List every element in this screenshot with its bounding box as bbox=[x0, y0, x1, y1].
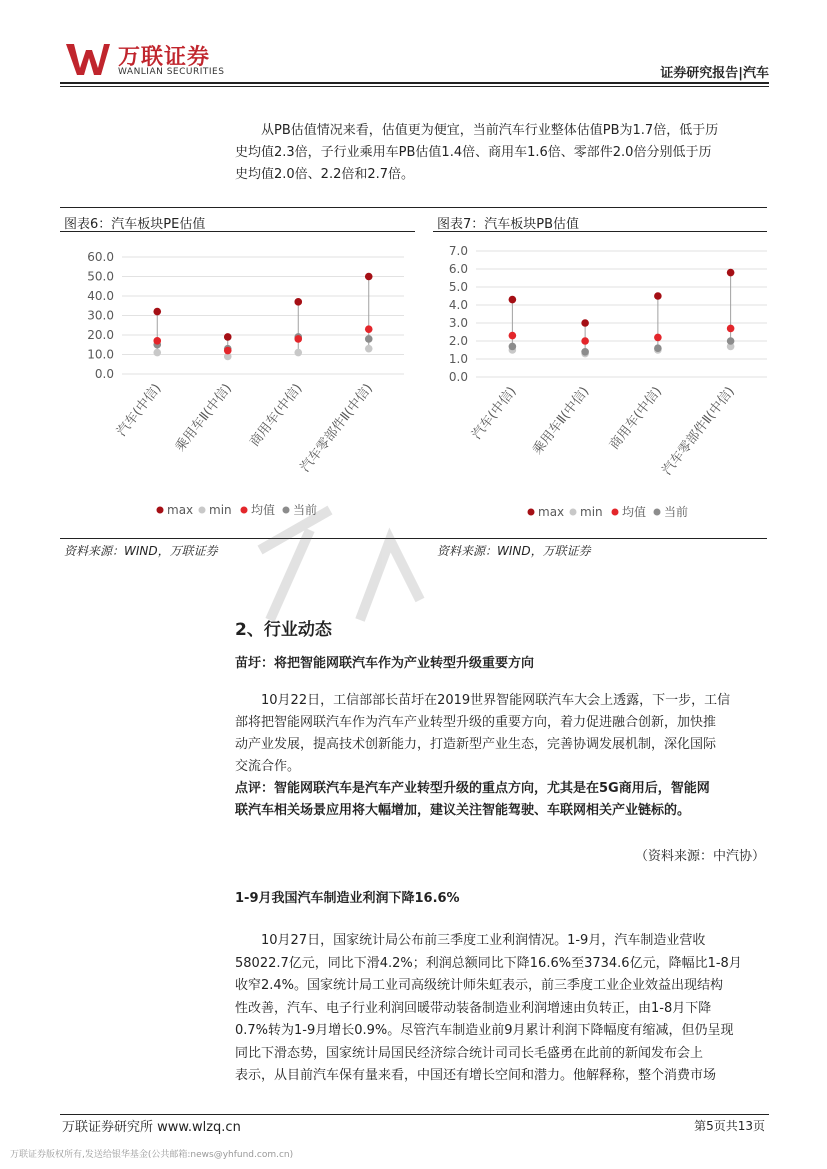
figure-6-source: 资料来源：WIND，万联证券 bbox=[64, 544, 218, 558]
y-tick-label: 40.0 bbox=[87, 289, 114, 303]
legend-marker bbox=[654, 509, 661, 516]
x-category-label: 汽车(中信) bbox=[469, 384, 520, 443]
y-tick-label: 60.0 bbox=[87, 250, 114, 264]
intro-line-3: 史均值2.0倍、2.2倍和2.7倍。 bbox=[235, 167, 415, 182]
point-max bbox=[654, 292, 662, 300]
point-min bbox=[294, 349, 302, 357]
point-均值 bbox=[153, 337, 161, 345]
figure-7-source: 资料来源：WIND，万联证券 bbox=[437, 544, 591, 558]
figure-6-title-rule bbox=[60, 231, 415, 232]
logo-english-name: WANLIAN SECURITIES bbox=[118, 67, 225, 77]
news-1-line-2: 部将把智能网联汽车作为汽车产业转型升级的重要方向，着力促进融合创新，加快推 bbox=[235, 715, 717, 730]
legend-marker bbox=[612, 509, 619, 516]
point-max bbox=[294, 298, 302, 306]
y-tick-label: 30.0 bbox=[87, 308, 114, 323]
section-title: 2、行业动态 bbox=[235, 620, 332, 640]
news-2-line-2: 58022.7亿元，同比下滑4.2%；利润总额同比下降16.6%至3734.6亿元，降幅比1-8月 bbox=[235, 955, 742, 971]
y-tick-label: 2.0 bbox=[448, 334, 468, 348]
news-1-comment-line-1: 点评：智能网联汽车是汽车产业转型升级的重点方向，尤其是在5G商用后，智能网 bbox=[235, 781, 710, 796]
figure-7-title: 图表7：汽车板块PB估值 bbox=[437, 217, 580, 232]
point-均值 bbox=[581, 337, 589, 345]
legend-marker bbox=[199, 507, 206, 514]
point-均值 bbox=[224, 347, 232, 355]
legend-label: min bbox=[580, 505, 603, 519]
news-1-line-4: 交流合作。 bbox=[235, 759, 301, 774]
intro-paragraph bbox=[235, 120, 775, 186]
header-rule bbox=[60, 82, 769, 84]
point-当前 bbox=[581, 348, 589, 356]
point-均值 bbox=[727, 325, 735, 333]
point-当前 bbox=[727, 337, 735, 345]
point-当前 bbox=[365, 335, 373, 343]
point-max bbox=[153, 308, 161, 316]
copyright-notice: 万联证券版权所有,发送给银华基金(公共邮箱:news@yhfund.com.cn) bbox=[10, 1150, 294, 1160]
y-tick-label: 20.0 bbox=[87, 328, 114, 342]
legend-marker bbox=[241, 507, 248, 514]
x-category-label: 汽车(中信) bbox=[114, 381, 165, 440]
point-max bbox=[365, 273, 373, 281]
news-2-line-5: 0.7%转为1-9月增长0.9%。尽管汽车制造业前9月累计利润下降幅度有缩减，但仍呈现 bbox=[235, 1023, 734, 1038]
x-category-label: 商用车(中信) bbox=[606, 384, 666, 453]
point-max bbox=[727, 269, 735, 277]
news-2-line-1: 10月27日，国家统计局公布前三季度工业利润情况。1-9月，汽车制造业营收 bbox=[261, 933, 706, 948]
news-2-title: 1-9月我国汽车制造业利润下降16.6% bbox=[235, 891, 460, 906]
y-tick-label: 10.0 bbox=[87, 347, 114, 362]
legend-label: 当前 bbox=[293, 503, 318, 517]
legend-marker bbox=[528, 509, 535, 516]
x-category-label: 乘用车Ⅱ(中信) bbox=[172, 381, 235, 455]
point-均值 bbox=[509, 332, 517, 340]
point-max bbox=[509, 296, 517, 304]
point-当前 bbox=[654, 344, 662, 352]
legend-marker bbox=[157, 507, 164, 514]
intro-line-2: 史均值2.3倍，子行业乘用车PB估值1.4倍、商用车1.6倍、零部件2.0倍分别低于历 bbox=[235, 145, 712, 160]
news-1-line-1: 10月22日，工信部部长苗圩在2019世界智能网联汽车大会上透露，下一步，工信 bbox=[261, 693, 731, 708]
point-max bbox=[581, 319, 589, 327]
news-2-line-7: 表示，从目前汽车保有量来看，中国还有增长空间和潜力。他解释称，整个消费市场 bbox=[235, 1068, 717, 1083]
figure-6-title: 图表6：汽车板块PE估值 bbox=[64, 217, 206, 232]
y-tick-label: 7.0 bbox=[448, 244, 468, 258]
point-max bbox=[224, 333, 232, 341]
legend-marker bbox=[570, 509, 577, 516]
news-1-line-3: 动产业发展，提高技术创新能力，打造新型产业生态，完善协调发展机制，深化国际 bbox=[235, 737, 717, 752]
news-1-title: 苗圩：将把智能网联汽车作为产业转型升级重要方向 bbox=[235, 656, 535, 671]
point-当前 bbox=[509, 343, 517, 351]
x-category-label: 汽车零部件Ⅱ(中信) bbox=[659, 384, 738, 479]
point-min bbox=[153, 349, 161, 357]
news-2-line-3: 收窄2.4%。国家统计局工业司高级统计师朱虹表示，前三季度工业企业效益出现结构 bbox=[235, 978, 724, 993]
point-均值 bbox=[294, 335, 302, 343]
footer-rule bbox=[60, 1114, 769, 1115]
x-category-label: 汽车零部件Ⅱ(中信) bbox=[297, 381, 376, 476]
y-tick-label: 5.0 bbox=[448, 280, 468, 294]
news-2-line-6: 同比下滑态势，国家统计局国民经济综合统计司司长毛盛勇在此前的新闻发布会上 bbox=[235, 1045, 704, 1061]
legend-label: 均值 bbox=[251, 503, 276, 517]
y-tick-label: 50.0 bbox=[87, 269, 114, 284]
y-tick-label: 6.0 bbox=[448, 262, 468, 276]
x-category-label: 乘用车Ⅱ(中信) bbox=[530, 384, 593, 458]
y-tick-label: 1.0 bbox=[448, 352, 468, 366]
wanlian-logo-mark bbox=[66, 42, 110, 76]
y-tick-label: 0.0 bbox=[94, 367, 114, 381]
legend-label: 均值 bbox=[622, 505, 647, 519]
news-2-body bbox=[235, 930, 775, 1088]
header-rule-thin bbox=[60, 86, 769, 87]
figure-7-title-rule bbox=[433, 231, 767, 232]
point-min bbox=[365, 345, 373, 353]
pb-chart bbox=[433, 240, 767, 530]
logo-chinese-name: 万联证券 bbox=[118, 45, 211, 70]
page-number: 第5页共13页 bbox=[694, 1119, 765, 1133]
legend-label: max bbox=[538, 505, 565, 519]
point-均值 bbox=[654, 334, 662, 342]
legend-label: max bbox=[167, 503, 194, 517]
news-1-comment-line-2: 联汽车相关场景应用将大幅增加，建议关注智能驾驶、车联网相关产业链标的。 bbox=[235, 803, 691, 818]
y-tick-label: 0.0 bbox=[448, 370, 468, 384]
legend-label: min bbox=[209, 503, 232, 517]
y-tick-label: 4.0 bbox=[448, 298, 468, 312]
news-1-source: （资料来源：中汽协） bbox=[634, 849, 765, 864]
footer-institute: 万联证券研究所 www.wlzq.cn bbox=[62, 1120, 241, 1135]
point-均值 bbox=[365, 325, 373, 333]
news-1-body bbox=[235, 690, 775, 822]
news-2-line-4: 性改善，汽车、电子行业利润回暖带动装备制造业利润增速由负转正，由1-8月下降 bbox=[235, 1000, 712, 1016]
intro-line-1: 从PB估值情况来看，估值更为便宜，当前汽车行业整体估值PB为1.7倍，低于历 bbox=[261, 123, 719, 138]
y-tick-label: 3.0 bbox=[448, 316, 468, 330]
x-category-label: 商用车(中信) bbox=[247, 381, 306, 450]
report-type-label: 证券研究报告|汽车 bbox=[660, 66, 769, 81]
pb-chart-svg bbox=[433, 240, 767, 530]
legend-label: 当前 bbox=[664, 505, 689, 519]
